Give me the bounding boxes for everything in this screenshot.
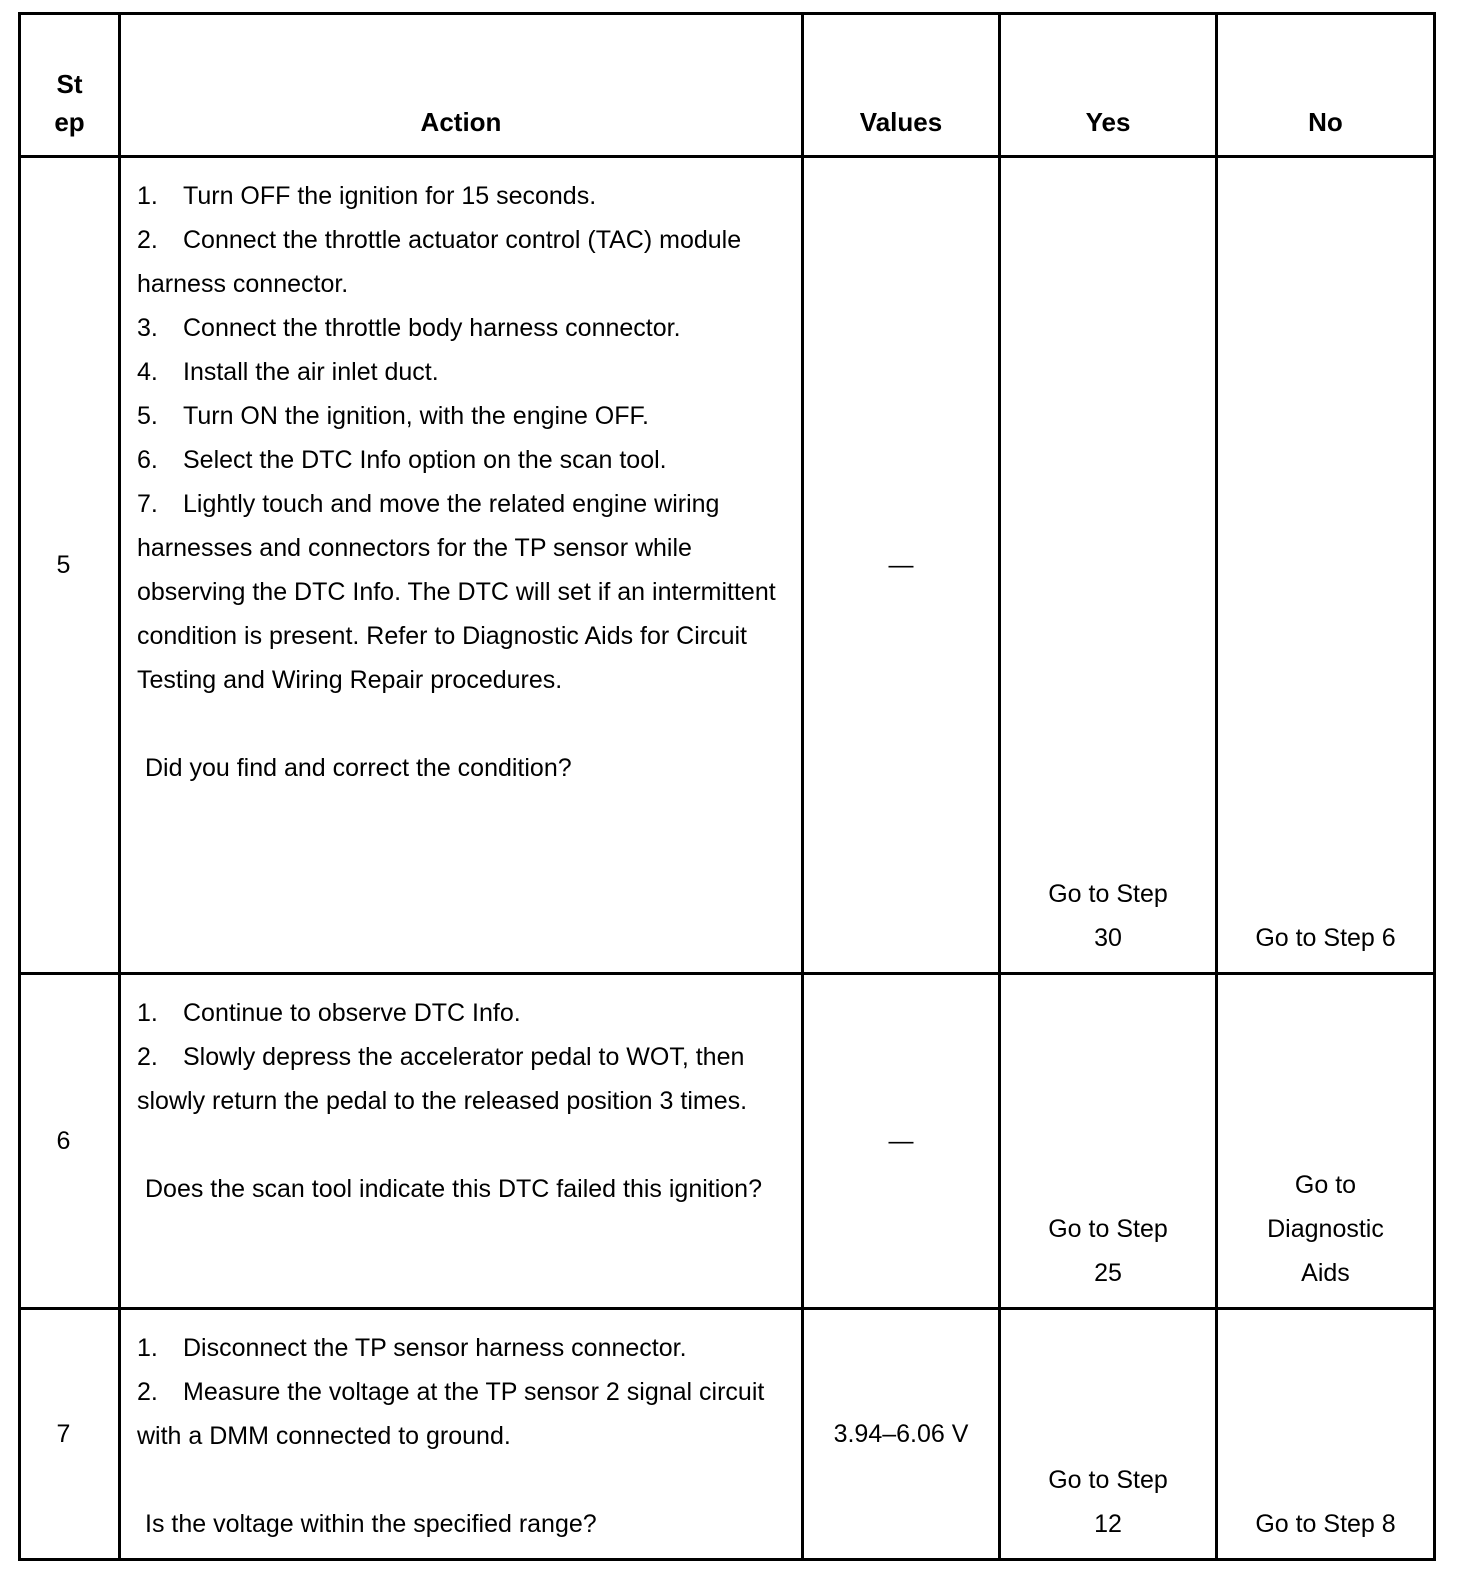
diagnostic-table xyxy=(18,12,1436,1561)
action-cell xyxy=(120,974,803,1309)
action-item: 4. Install the air inlet duct. xyxy=(137,358,439,386)
yes-cell: Go to Step 25 xyxy=(1000,974,1217,1309)
action-item: 6. Select the DTC Info option on the scan tool. xyxy=(137,446,667,474)
values-cell: — xyxy=(803,157,1000,974)
action-item: 2. Measure the voltage at the TP sensor 2 signal circuit with a DMM connected to ground. xyxy=(137,1378,765,1450)
header-action: Action xyxy=(120,14,803,157)
action-item: 2. Slowly depress the accelerator pedal to WOT, then slowly return the pedal to the released position 3 times. xyxy=(137,1043,748,1115)
values-cell: 3.94–6.06 V xyxy=(803,1309,1000,1560)
step-number: 7 xyxy=(20,1309,120,1560)
action-item: 3. Connect the throttle body harness connector. xyxy=(137,314,681,342)
table-row xyxy=(20,1309,1435,1560)
table-row xyxy=(20,157,1435,974)
action-item: 1. Turn OFF the ignition for 15 seconds. xyxy=(137,182,597,210)
yes-cell: Go to Step 12 xyxy=(1000,1309,1217,1560)
action-item: 1. Continue to observe DTC Info. xyxy=(137,999,521,1027)
header-values: Values xyxy=(803,14,1000,157)
action-item: 1. Disconnect the TP sensor harness connector. xyxy=(137,1334,687,1362)
action-item: 7. Lightly touch and move the related engine wiring harnesses and connectors for the TP sensor while observing the DTC Info. The DTC will set if an intermittent condition is present. Refer to Diagnostic Aids for Circuit Testing and Wiring Repair procedures. xyxy=(137,490,776,694)
action-item: 2. Connect the throttle actuator control (TAC) module harness connector. xyxy=(137,226,742,298)
header-step-label: St ep xyxy=(54,69,85,137)
action-question: Is the voltage within the specified range? xyxy=(145,1510,597,1538)
no-cell: Go to Step 8 xyxy=(1217,1309,1435,1560)
action-question: Does the scan tool indicate this DTC failed this ignition? xyxy=(145,1175,762,1203)
step-number: 6 xyxy=(20,974,120,1309)
action-item: 5. Turn ON the ignition, with the engine OFF. xyxy=(137,402,649,430)
no-cell: Go to Step 6 xyxy=(1217,157,1435,974)
values-cell: — xyxy=(803,974,1000,1309)
action-question: Did you find and correct the condition? xyxy=(145,754,572,782)
header-yes: Yes xyxy=(1000,14,1217,157)
table-row xyxy=(20,974,1435,1309)
header-no: No xyxy=(1217,14,1435,157)
header-step xyxy=(20,14,120,157)
no-cell: Go to Diagnostic Aids xyxy=(1217,974,1435,1309)
action-cell xyxy=(120,157,803,974)
yes-cell: Go to Step 30 xyxy=(1000,157,1217,974)
action-cell xyxy=(120,1309,803,1560)
step-number: 5 xyxy=(20,157,120,974)
header-row xyxy=(20,14,1435,157)
